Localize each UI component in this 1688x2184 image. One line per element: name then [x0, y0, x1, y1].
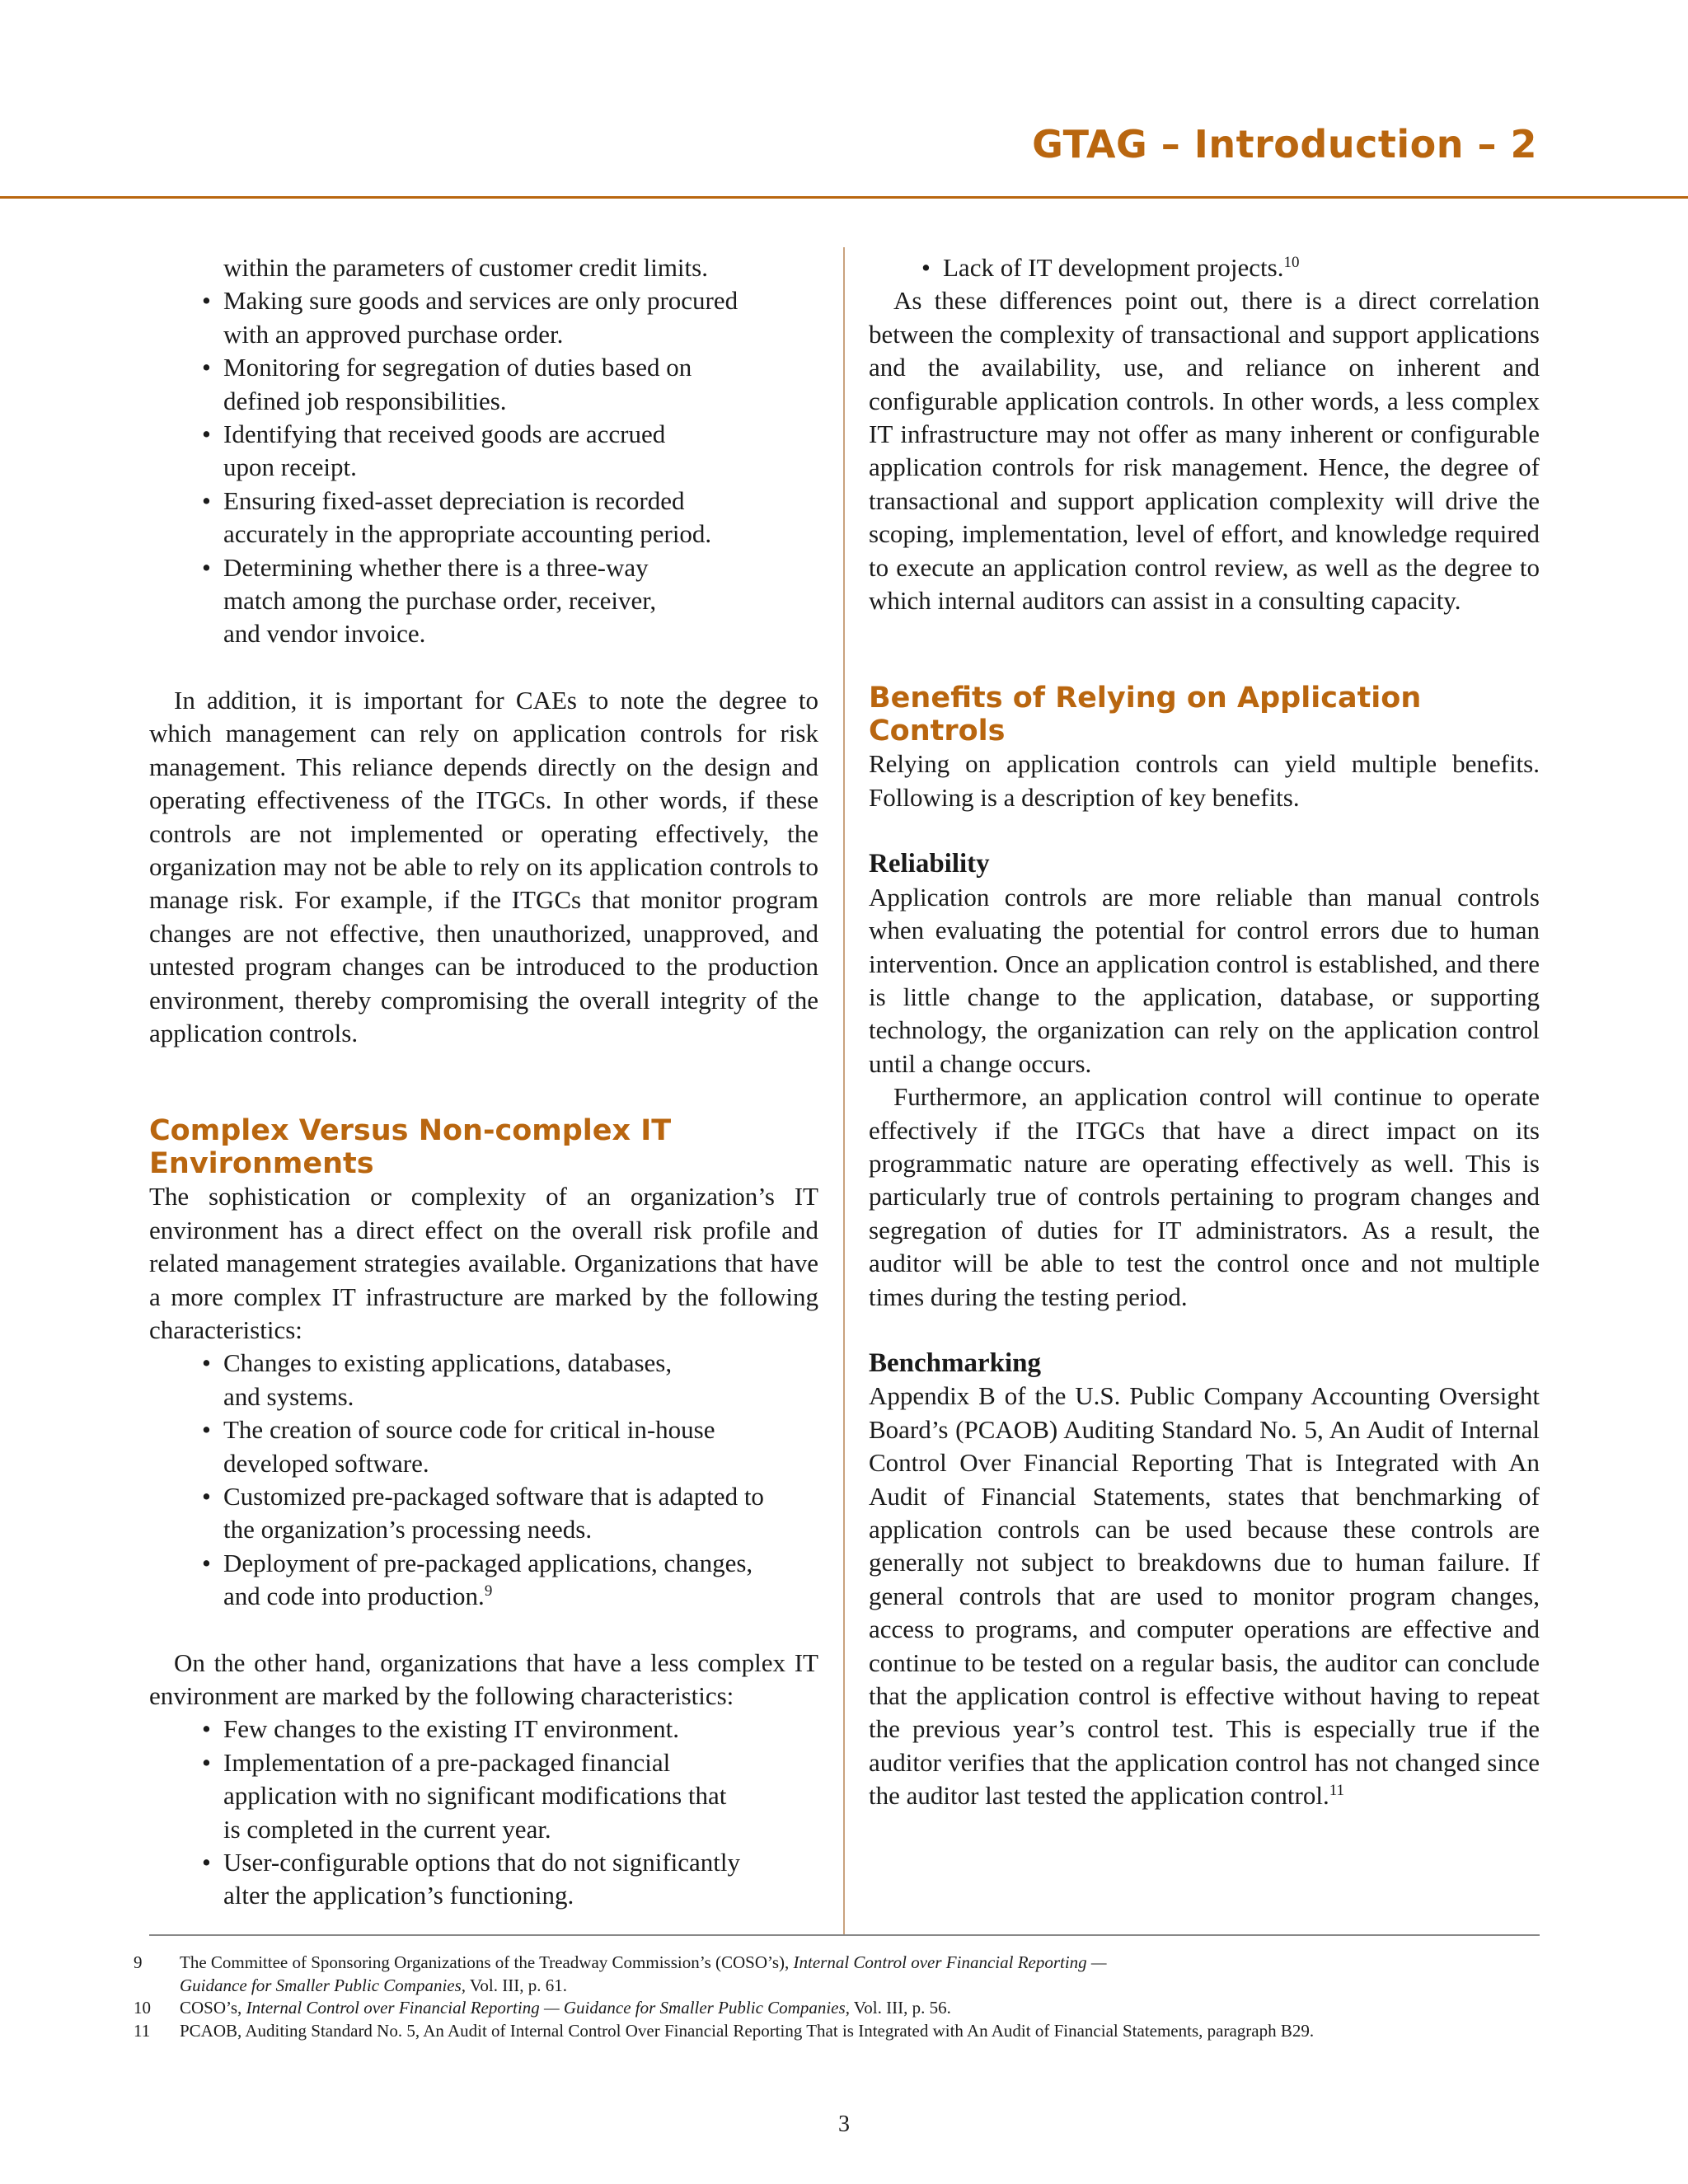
list-item: the organization’s processing needs. — [223, 1515, 593, 1544]
list-item: is completed in the current year. — [223, 1814, 551, 1844]
footnote-text: , Vol. III, p. 56. — [845, 1998, 951, 2018]
header-rule — [0, 196, 1688, 199]
list-item: developed software. — [223, 1448, 429, 1478]
list-item — [223, 1580, 818, 1613]
list-item: defined job responsibilities. — [223, 386, 507, 415]
footnote-rule — [149, 1934, 1540, 1936]
list-item: • Monitoring for segregation of duties based on — [223, 351, 818, 384]
list-item: • The creation of source code for critical in-house — [223, 1413, 818, 1446]
paragraph-other-hand: On the other hand, organizations that have a less complex IT environment are marked by the following characteristics: — [149, 1647, 818, 1711]
list-item: accurately in the appropriate accounting period. — [223, 519, 712, 549]
section-heading-complex-line1: Complex Versus Non-complex IT — [149, 1114, 672, 1148]
bullet-list-less-complex — [149, 1713, 818, 1912]
list-item: • User-configurable options that do not significantly — [223, 1846, 818, 1879]
paragraph-benchmarking-text: Appendix B of the U.S. Public Company Accounting Oversight Board’s (PCAOB) Auditing Standard No. 5, An Audit of Internal Control Over Financial Reporting That is Integrated with An Audit of Financial Statements, states that benchmarking of application controls can be used because these controls are generally not subject to breakdowns due to human failure. If general controls that are used to monitor program changes, access to programs, and computer operations are effective and continue to be tested on a regular basis, the auditor can conclude that the application control is effective without having to repeat the previous year’s control test. This is especially true if the auditor verifies that the application control has not changed since the auditor last tested the application control. — [869, 1381, 1540, 1811]
list-item-text: Lack of IT development projects. — [943, 253, 1284, 282]
list-item: • Making sure goods and services are only procured — [223, 284, 818, 317]
right-column — [869, 251, 1540, 1813]
section-heading-complex — [149, 1114, 818, 1180]
paragraph-benchmarking — [869, 1380, 1540, 1812]
list-item: • Customized pre-packaged software that is adapted to — [223, 1480, 818, 1513]
footnotes — [125, 1952, 1559, 2042]
footnote-text: PCAOB, Auditing Standard No. 5, An Audit of Internal Control Over Financial Reporting That is Integrated with An Audit of Financial Statements, paragraph B29. — [180, 2020, 1315, 2041]
paragraph-in-addition: In addition, it is important for CAEs to note the degree to which management can rely on application controls for risk management. This reliance depends directly on the design and operating effectiveness of the ITGCs. In other words, if these controls are not implemented or operating effectively, the organization may not be able to rely on its application controls to manage risk. For example, if the ITGCs that monitor program changes are not effective, then unauthorized, unapproved, and untested program changes can be introduced to the production environment, thereby compromising the overall integrity of the application controls. — [149, 685, 818, 1047]
footnote-ref-10: 10 — [1283, 254, 1300, 271]
list-item — [943, 251, 1540, 284]
list-item: alter the application’s functioning. — [223, 1881, 574, 1910]
bullet-list-lack — [869, 251, 1540, 284]
list-item: within the parameters of customer credit limits. — [223, 253, 708, 282]
footnote-title: Internal Control over Financial Reporting — — [793, 1952, 1107, 1972]
list-item: • Determining whether there is a three-way — [223, 551, 818, 584]
column-divider — [843, 247, 845, 1935]
paragraph-reliability: Application controls are more reliable than manual controls when evaluating the potential for control errors due to human intervention. Once an application control is established, and there is little change to the application, database, or supporting technology, the organization can rely on the application control until a change occurs. — [869, 882, 1540, 1078]
list-item: application with no significant modifications that — [223, 1781, 727, 1811]
list-item: upon receipt. — [223, 452, 357, 482]
paragraph-differences: As these differences point out, there is a direct correlation between the complexity of transactional and support applications and the availability, use, and reliance on inherent and configurable application controls. In other words, a less complex IT infrastructure may not offer as many inherent or configurable application controls for risk management. Hence, the degree of transactional and support application complexity will drive the scoping, implementation, level of effort, and knowledge required to execute an application control review, as well as the degree to which internal auditors can assist in a consulting capacity. — [869, 286, 1540, 616]
section-heading-complex-line2: Environments — [149, 1147, 374, 1181]
footnote-number: 11 — [134, 2020, 151, 2041]
footnote-number: 9 — [134, 1952, 143, 1972]
list-item: and systems. — [223, 1381, 354, 1411]
bullet-list-complex — [149, 1347, 818, 1613]
paragraph-furthermore: Furthermore, an application control will continue to operate effectively if the ITGCs that have a direct impact on its programmatic nature are operating effectively as well. This is particularly true of controls pertaining to program changes and segregation of duties for IT administrators. As a result, the auditor will be able to test the control once and not multiple times during the testing period. — [869, 1082, 1540, 1311]
footnote-11 — [125, 2020, 1559, 2043]
list-item: and vendor invoice. — [223, 619, 426, 649]
list-item: • Changes to existing applications, databases, — [223, 1347, 818, 1380]
footnote-text: The Committee of Sponsoring Organizations of the Treadway Commission’s (COSO’s), — [180, 1952, 794, 1972]
footnote-title: Guidance for Smaller Public Companies, — [180, 1975, 467, 1995]
footnote-number: 10 — [134, 1998, 151, 2018]
footnote-text: Vol. III, p. 61. — [466, 1975, 567, 1995]
subheading-reliability: Reliability — [869, 849, 990, 879]
list-item: with an approved purchase order. — [223, 319, 564, 349]
footnote-title: Internal Control over Financial Reporting — Guidance for Smaller Public Companies — [246, 1998, 846, 2018]
left-column — [149, 251, 818, 1913]
list-item: • Ensuring fixed-asset depreciation is recorded — [223, 485, 818, 518]
bullet-list-controls — [149, 251, 818, 651]
list-item: match among the purchase order, receiver, — [223, 586, 657, 616]
footnote-9 — [125, 1952, 1559, 1997]
page-header-title: GTAG – Introduction – 2 — [1032, 122, 1537, 166]
list-item: • Few changes to the existing IT environment. — [223, 1713, 818, 1746]
list-item: • Identifying that received goods are accrued — [223, 418, 818, 451]
subheading-benchmarking: Benchmarking — [869, 1347, 1042, 1378]
footnote-ref-9: 9 — [484, 1582, 493, 1601]
page-number: 3 — [838, 2111, 850, 2137]
footnote-ref-11: 11 — [1329, 1782, 1344, 1800]
footnote-10 — [125, 1997, 1559, 2020]
list-item: • Implementation of a pre-packaged financial — [223, 1746, 818, 1779]
paragraph-benefits: Relying on application controls can yield multiple benefits. Following is a description of key benefits. — [869, 749, 1540, 812]
list-item: • Deployment of pre-packaged applications, changes, — [223, 1547, 818, 1580]
section-heading-benefits: Benefits of Relying on Application Controls — [869, 682, 1422, 748]
footnote-text: COSO’s, — [180, 1998, 246, 2018]
paragraph-sophistication: The sophistication or complexity of an organization’s IT environment has a direct effect on the overall risk profile and related management strategies available. Organizations that have a more complex IT infrastructure are marked by the following characteristics: — [149, 1182, 818, 1344]
list-item-text: and code into production. — [223, 1582, 485, 1611]
